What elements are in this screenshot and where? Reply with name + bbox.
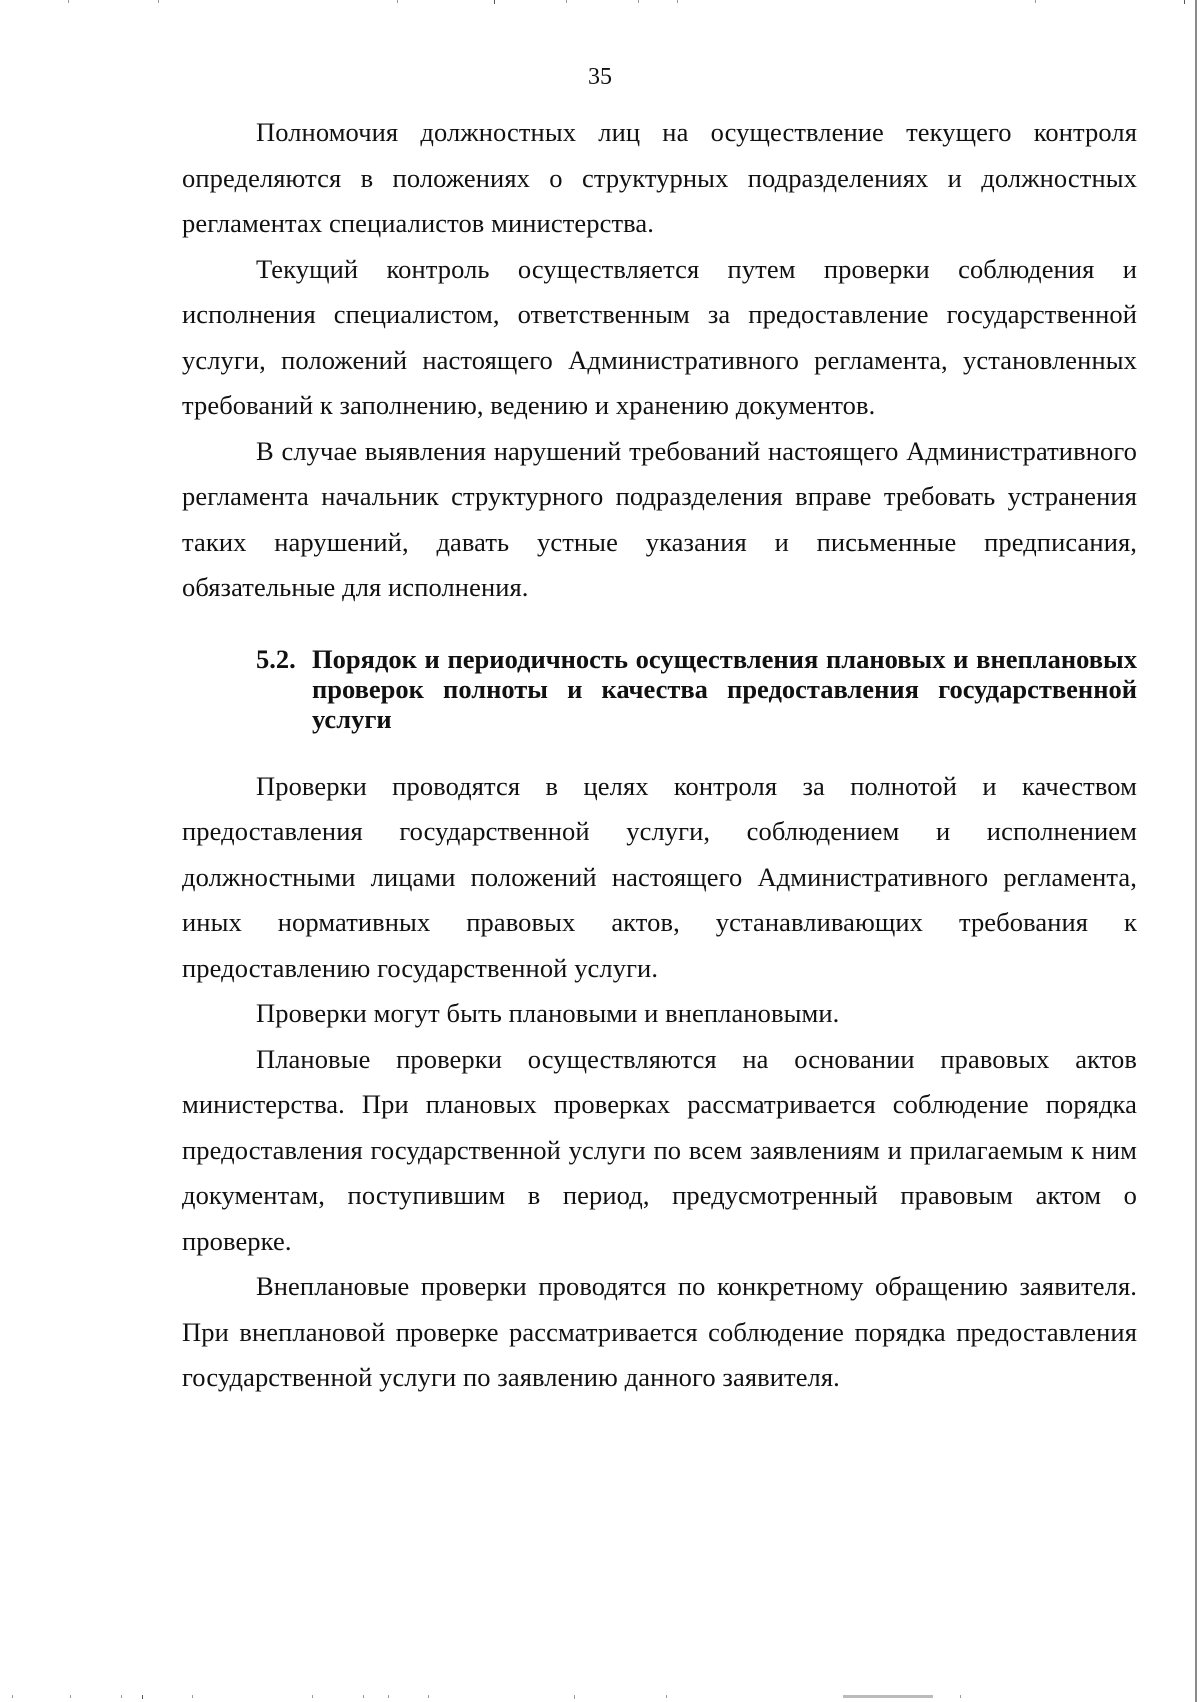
paragraph-inspection-purpose: Проверки проводятся в целях контроля за полнотой и качеством предоставления государственной услуги, соблюдением и исполнением должностными лицами положений настоящего Административного регламента, иных нормативных правовых актов, устанавливающих требования к предоставлению государственной услуги.: [182, 770, 1137, 983]
paragraph-scheduled-inspections: Плановые проверки осуществляются на основании правовых актов министерства. При плановых проверках рассматривается соблюдение порядка предоставления государственной услуги по всем заявлениям и прилагаемым к ним документам, поступившим в период, предусмотренный правовым актом о проверке.: [182, 1043, 1137, 1256]
scan-artifacts-top: [0, 0, 1200, 6]
scan-artifacts-bottom: [0, 1695, 1200, 1701]
section-number: 5.2.: [256, 643, 296, 674]
paragraph-violations: В случае выявления нарушений требований настоящего Административного регламента начальник структурного подразделения вправе требовать устранения таких нарушений, давать устные указания и письменные предписания, обязательные для исполнения.: [182, 435, 1137, 602]
paragraph-current-control: Текущий контроль осуществляется путем проверки соблюдения и исполнения специалистом, ответственным за предоставление государственной услуги, положений настоящего Административного регламента, установленных требований к заполнению, ведению и хранению документов.: [182, 253, 1137, 420]
paragraph-inspection-types: Проверки могут быть плановыми и внеплановыми.: [256, 998, 840, 1028]
section-heading: [182, 644, 1137, 734]
paragraph-unscheduled-inspections: Внеплановые проверки проводятся по конкретному обращению заявителя. При внеплановой проверке рассматривается соблюдение порядка предоставления государственной услуги по заявлению данного заявителя.: [182, 1271, 1137, 1392]
document-body: [182, 110, 1137, 1401]
section-title: Порядок и периодичность осуществления плановых и внеплановых проверок полноты и качества предоставления государственной услуги: [312, 643, 1137, 734]
paragraph-official-powers: Полномочия должностных лиц на осуществление текущего контроля определяются в положениях о структурных подразделениях и должностных регламентах специалистов министерства.: [182, 117, 1137, 238]
scan-page-edge: [1195, 0, 1197, 1702]
page-number: 35: [588, 64, 612, 90]
